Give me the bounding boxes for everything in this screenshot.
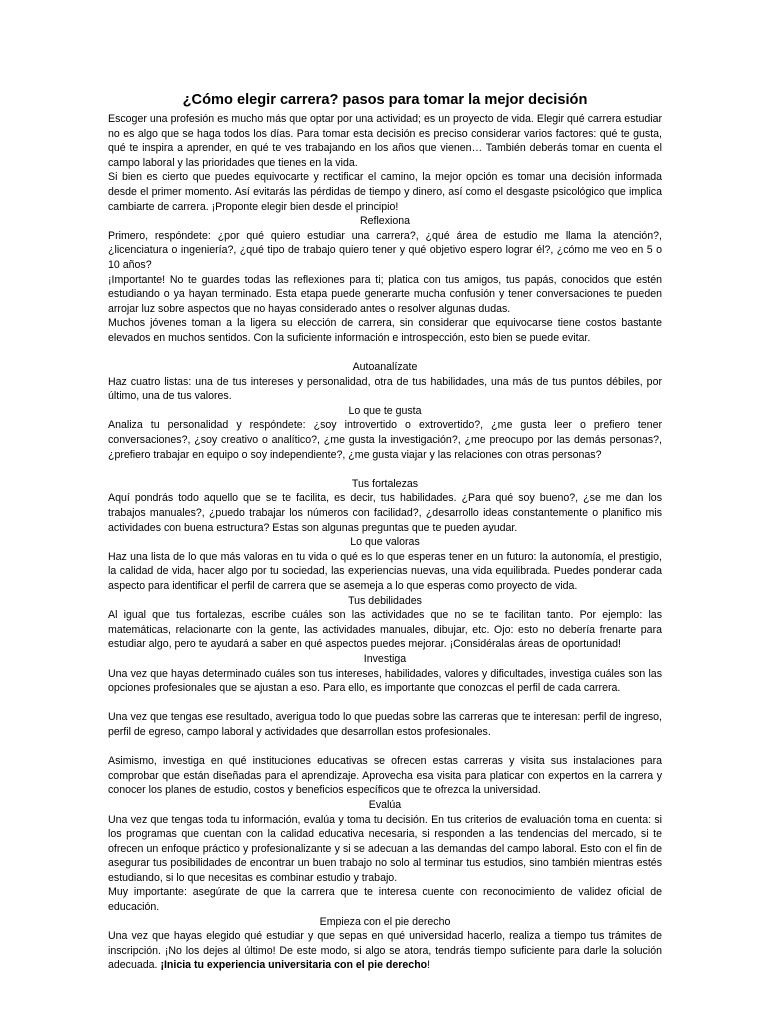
empieza-paragraph-bold: ¡Inicia tu experiencia universitaria con el pie derecho — [160, 959, 428, 972]
reflexiona-paragraph-1: Primero, respóndete: ¿por qué quiero estudiar una carrera?, ¿qué área de estudio me llama la atención?, ¿licenciatura o ingeniería?, ¿qué tipo de trabajo quiero tener y qué objetivo espero lograr él?, ¿cómo me veo en 5 o 10 años? — [108, 229, 662, 271]
spacer — [108, 696, 662, 711]
reflexiona-paragraph-2: ¡Importante! No te guardes todas las reflexiones para ti; platica con tus amigos, tus papás, conocidos que estén estudiando o ya hayan terminado. Esta etapa puede generarte mucha confusión y tener conversaciones te pueden arrojar luz sobre aspectos que no hayas considerado antes o resolver algunas dudas. — [108, 273, 662, 315]
evalua-paragraph-2: Muy importante: asegúrate de que la carrera que te interesa cuente con reconocimiento de validez oficial de educación. — [108, 886, 662, 914]
section-heading-autoanalizate: Autoanalízate — [352, 361, 418, 374]
section-heading-lo-que-valoras: Lo que valoras — [350, 536, 420, 549]
intro-paragraph-1: Escoger una profesión es mucho más que optar por una actividad; es un proyecto de vida. Elegir qué carrera estudiar no es algo que se haga todos los días. Para tomar esta decisión es preciso considerar varios factores: qué te gusta, qué te inspira a aprender, en qué te ves trabajando en los años que vienen… También deberás tomar en cuenta el campo laboral y las prioridades que tienes en la vida. — [108, 113, 662, 169]
section-heading-reflexiona: Reflexiona — [359, 215, 411, 228]
section-heading-lo-que-te-gusta: Lo que te gusta — [348, 404, 422, 417]
investiga-paragraph-2: Una vez que tengas ese resultado, averigua todo lo que puedas sobre las carreras que te interesan: perfil de ingreso, perfil de egreso, campo laboral y actividades que desarrollan estos profesionales. — [108, 711, 662, 738]
empieza-paragraph-text: Una vez que hayas elegido qué estudiar y que sepas en qué universidad hacerlo, realiza a tiempo tus trámites de inscripción. ¡No los dejes al último! De este modo, si algo se atora, tendrás tiempo suficiente para darle la solución adecuada. — [108, 930, 662, 972]
spacer — [108, 740, 662, 755]
intro-paragraph-2: Si bien es cierto que puedes equivocarte y rectificar el camino, la mejor opción es tomar una decisión informada desde el primer momento. Así evitarás las pérdidas de tiempo y dinero, así como el desgaste psicológico que implica cambiarte de carrera. ¡Proponte elegir bien desde el principio! — [108, 171, 662, 213]
investiga-paragraph-1: Una vez que hayas determinado cuáles son tus intereses, habilidades, valores y dificultades, investiga cuáles son las opciones profesionales que se ajustan a eso. Para ello, es importante que conozcas el perfil de cada carrera. — [108, 667, 662, 695]
section-heading-investiga: Investiga — [363, 652, 407, 665]
investiga-paragraph-3: Asimismo, investiga en qué instituciones educativas se ofrecen estas carreras y visita sus instalaciones para comprobar que están diseñadas para el aprendizaje. Aprovecha esa visita para platicar con expertos en la carrera y conocer los planes de estudio, costos y beneficios específicos que te ofrezca la universidad. — [108, 755, 662, 797]
section-heading-evalua: Evalúa — [368, 798, 402, 811]
spacer — [108, 462, 662, 477]
reflexiona-paragraph-3: Muchos jóvenes toman a la ligera su elección de carrera, sin considerar que equivocarse tiene costos bastante elevados en muchos sentidos. Con la suficiente información e introspección, esto bien se puede evitar. — [108, 317, 662, 344]
section-heading-tus-debilidades: Tus debilidades — [348, 594, 422, 607]
tus-fortalezas-paragraph: Aquí pondrás todo aquello que se te facilita, es decir, tus habilidades. ¿Para qué soy bueno?, ¿se me dan los trabajos manuales?, ¿puedo trabajar los números con facilidad?, ¿desarrollo ideas constantemente o planifico mis actividades con buena estructura? Estas son algunas preguntas que te pueden ayudar. — [108, 492, 662, 534]
spacer — [108, 346, 662, 361]
document-title: ¿Cómo elegir carrera? pasos para tomar la mejor decisión — [182, 92, 588, 108]
empieza-paragraph-end: ! — [427, 959, 431, 972]
lo-que-te-gusta-paragraph: Analiza tu personalidad y respóndete: ¿soy introvertido o extrovertido?, ¿me gusta leer o prefiero tener conversaciones?, ¿soy creativo o analítico?, ¿me gusta la investigación?, ¿me preocupo por las demás personas?, ¿prefiero trabajar en equipo o soy independiente?, ¿me gusta viajar y las relaciones con otras personas? — [108, 419, 662, 461]
empieza-paragraph — [108, 929, 662, 973]
document-page — [108, 90, 662, 973]
section-heading-empieza: Empieza con el pie derecho — [319, 915, 451, 928]
section-heading-tus-fortalezas: Tus fortalezas — [351, 477, 419, 490]
lo-que-valoras-paragraph: Haz una lista de lo que más valoras en tu vida o qué es lo que esperas tener en un futuro: la autonomía, el prestigio, la calidad de vida, hacer algo por tu sociedad, las experiencias nuevas, una vida equilibrada. Puedes ponderar cada aspecto para identificar el perfil de carrera que se asemeja a lo que esperas como proyecto de vida. — [108, 550, 662, 592]
tus-debilidades-paragraph: Al igual que tus fortalezas, escribe cuáles son las actividades que no se te facilitan tanto. Por ejemplo: las matemáticas, relacionarte con la gente, las actividades manuales, dibujar, etc. Ojo: esto no debería frenarte para estudiar algo, pero te ayudará a saber en qué aspectos puedes mejorar. ¡Considéralas áreas de oportunidad! — [108, 609, 662, 651]
evalua-paragraph-1: Una vez que tengas toda tu información, evalúa y toma tu decisión. En tus criterios de evaluación toma en cuenta: si los programas que cuentan con la calidad educativa necesaria, si responden a las tendencias del mercado, si te ofrecen un enfoque práctico y profesionalizante y si se adecuan a las demandas del campo laboral. Esto con el fin de asegurar tus posibilidades de encontrar un buen trabajo no solo al terminar tus estudios, sino también mientras estés estudiando, si lo que necesitas es combinar estudio y trabajo. — [108, 813, 662, 884]
autoanalizate-paragraph: Haz cuatro listas: una de tus intereses y personalidad, otra de tus habilidades, una más de tus puntos débiles, por último, una de tus valores. — [108, 375, 662, 403]
